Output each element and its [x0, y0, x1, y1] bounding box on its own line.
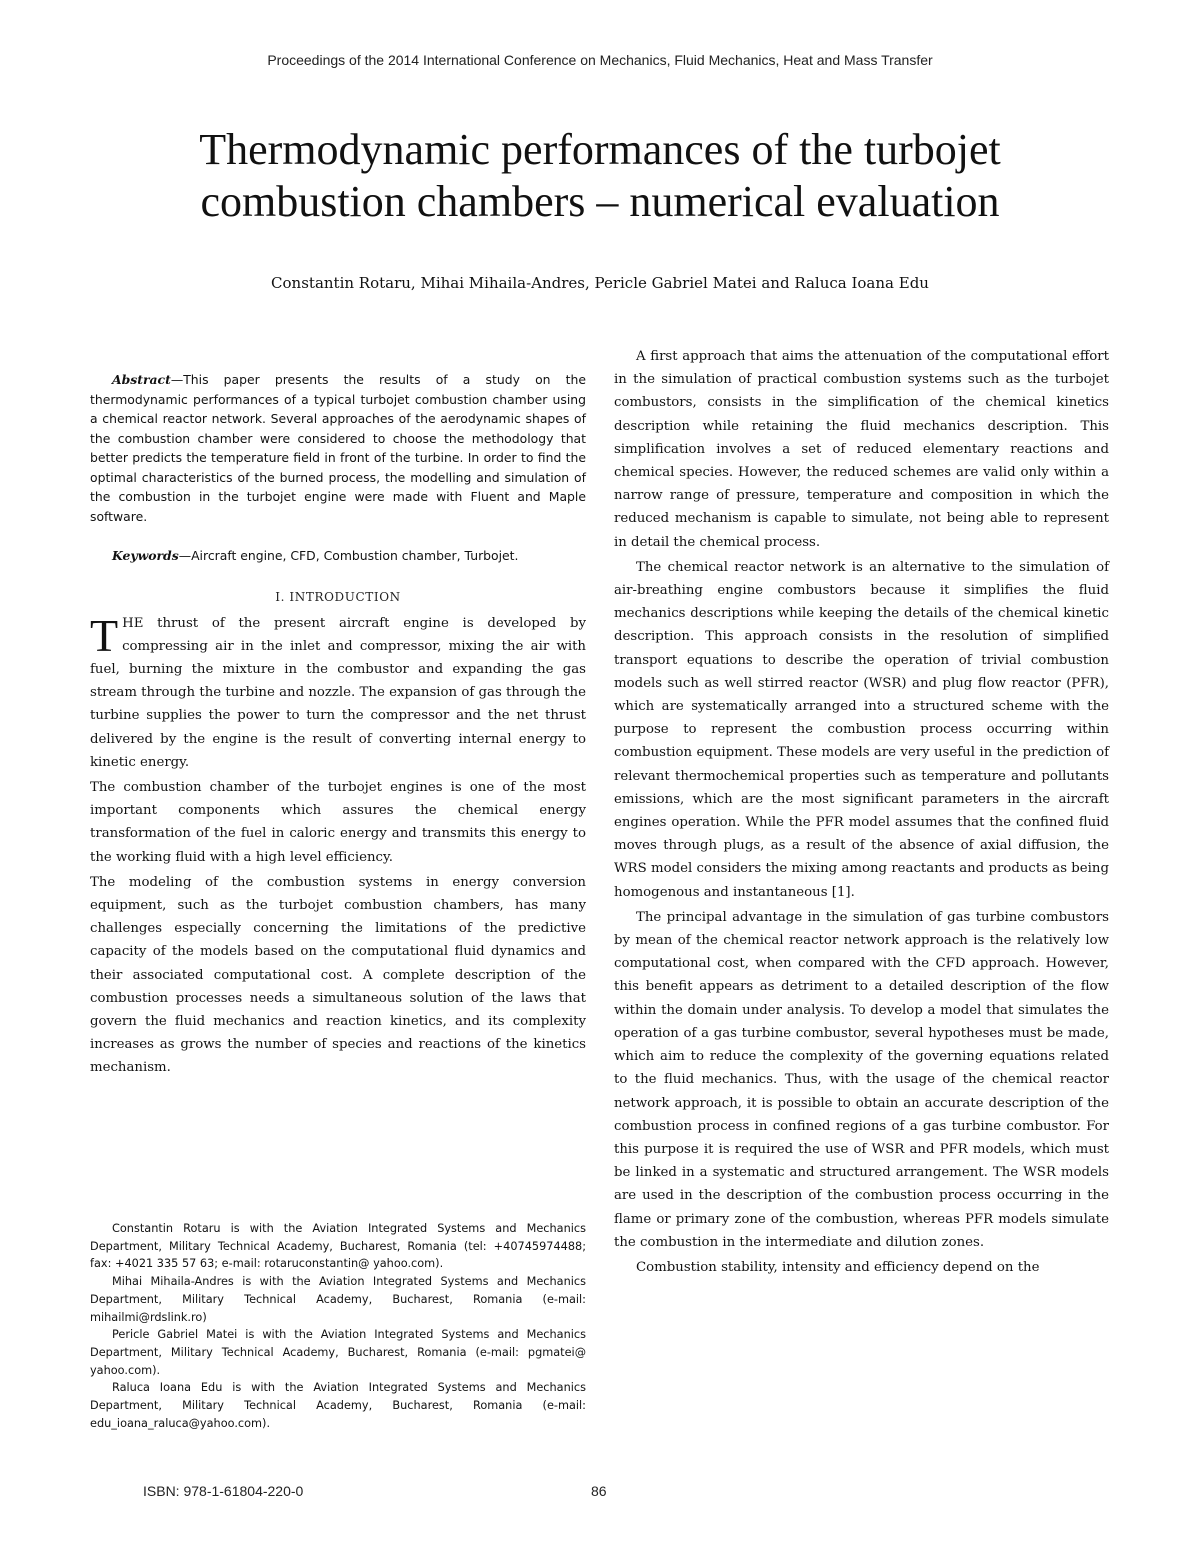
running-header: Proceedings of the 2014 International Conference on Mechanics, Fluid Mechanics, Heat and Mass Transfer	[267, 52, 933, 68]
right-paragraph-1: A first approach that aims the attenuation of the computational effort in the simulation of practical combustion systems such as the turbojet combustors, consists in the simplification of the chemical kinetics description while retaining the fluid mechanics description. This simplification involves a set of reduced elementary reactions and chemical species. However, the reduced schemes are valid only within a narrow range of pressure, temperature and composition in which the reduced mechanism is capable to simulate, not being able to represent in detail the chemical process.	[614, 349, 1109, 550]
intro-paragraph-2: The combustion chamber of the turbojet engines is one of the most important components which assures the chemical energy transformation of the fuel in caloric energy and transmits this energy to the working fluid with a high level efficiency.	[90, 779, 586, 865]
drop-cap: T	[90, 609, 119, 661]
keywords-dash: —	[178, 548, 192, 563]
keywords	[90, 546, 586, 566]
abstract-text: This paper presents the results of a study on the thermodynamic performances of a typical turbojet combustion chamber using a chemical reactor network. Several approaches of the aerodynamic shapes of the combustion chamber were considered to choose the methodology that better predicts the temperature field in front of the turbine. In order to find the optimal characteristics of the burned process, the modelling and simulation of the combustion in the turbojet engine were made with Fluent and Maple software.	[90, 372, 586, 524]
intro-paragraph-1	[90, 609, 586, 774]
footnote-4: Raluca Ioana Edu is with the Aviation Integrated Systems and Mechanics Department, Military Technical Academy, Bucharest, Romania (e-mail: edu_ioana_raluca@yahoo.com).	[90, 1381, 586, 1430]
footnote-1: Constantin Rotaru is with the Aviation Integrated Systems and Mechanics Department, Military Technical Academy, Bucharest, Romania (tel: +40745974488; fax: +4021 335 57 63; e-mail: rotaruconstantin@ yahoo.com).	[90, 1222, 586, 1271]
right-paragraph-3: The principal advantage in the simulation of gas turbine combustors by mean of the chemical reactor network approach is the relatively low computational cost, when compared with the CFD approach. However, this benefit appears as detriment to a detailed description of the flow within the domain under analysis. To develop a model that simulates the operation of a gas turbine combustor, several hypotheses must be made, which aim to reduce the complexity of the governing equations related to the fluid mechanics. Thus, with the usage of the chemical reactor network approach, it is possible to obtain an accurate description of the combustion process in confined regions of a gas turbine combustor. For this purpose it is required the use of WSR and PFR models, which must be linked in a systematic and structured arrangement. The WSR models are used in the description of the combustion process occurring in the flame or primary zone of the combustion, whereas PFR models simulate the combustion in the intermediate and dilution zones.	[614, 909, 1109, 1250]
abstract	[90, 370, 586, 526]
footnote-2: Mihai Mihaila-Andres is with the Aviation Integrated Systems and Mechanics Department, Military Technical Academy, Bucharest, Romania (e-mail: mihailmi@rdslink.ro)	[90, 1275, 586, 1324]
intro-paragraph-1-text: HE thrust of the present aircraft engine is developed by compressing air in the inlet and compressor, mixing the air with fuel, burning the mixture in the combustor and expanding the gas stream through the turbine and nozzle. The expansion of gas through the turbine supplies the power to turn the compressor and the net thrust delivered by the engine is the result of converting internal energy to kinetic energy.	[90, 615, 586, 770]
paper-title-line-1: Thermodynamic performances of the turbojet	[199, 125, 1001, 174]
author-list: Constantin Rotaru, Mihai Mihaila-Andres, Pericle Gabriel Matei and Raluca Ioana Edu	[271, 274, 929, 292]
author-footnotes	[90, 1220, 586, 1432]
page-number: 86	[591, 1483, 607, 1499]
right-paragraph-2: The chemical reactor network is an alternative to the simulation of air-breathing engine combustors because it simplifies the fluid mechanics descriptions while keeping the details of the chemical kinetic description. This approach consists in the resolution of simplified transport equations to describe the operation of trivial combustion models such as well stirred reactor (WSR) and plug flow reactor (PFR), which are systematically arranged into a structured scheme with the purpose to represent the combustion process occurring within combustion equipment. These models are very useful in the prediction of relevant thermochemical properties such as temperature and pollutants emissions, which are the most significant parameters in the aircraft engines operation. While the PFR model assumes that the confined fluid moves through plugs, as a result of the absence of axial diffusion, the WRS model considers the mixing among reactants and products as being homogenous and instantaneous [1].	[614, 559, 1109, 900]
abstract-label: Abstract	[112, 372, 171, 387]
right-column	[614, 345, 1109, 1279]
keywords-text: Aircraft engine, CFD, Combustion chamber, Turbojet.	[191, 548, 519, 563]
abstract-dash: —	[170, 372, 184, 387]
left-column	[90, 370, 586, 1080]
intro-paragraph-3: The modeling of the combustion systems in energy conversion equipment, such as the turbojet combustion chambers, has many challenges especially concerning the limitations of the predictive capacity of the models based on the computational fluid dynamics and their associated computational cost. A complete description of the combustion processes needs a simultaneous solution of the laws that govern the fluid mechanics and reaction kinetics, and its complexity increases as grows the number of species and reactions of the kinetics mechanism.	[90, 874, 586, 1076]
paper-title-line-2: combustion chambers – numerical evaluation	[200, 177, 1000, 226]
section-heading-introduction: I. INTRODUCTION	[275, 589, 401, 604]
isbn-footer: ISBN: 978-1-61804-220-0	[143, 1483, 304, 1499]
footnote-3: Pericle Gabriel Matei is with the Aviation Integrated Systems and Mechanics Department, Military Technical Academy, Bucharest, Romania (e-mail: pgmatei@ yahoo.com).	[90, 1328, 586, 1377]
right-paragraph-4: Combustion stability, intensity and efficiency depend on the	[636, 1259, 1040, 1275]
keywords-label: Keywords	[112, 548, 179, 563]
paper-title	[90, 124, 1110, 228]
